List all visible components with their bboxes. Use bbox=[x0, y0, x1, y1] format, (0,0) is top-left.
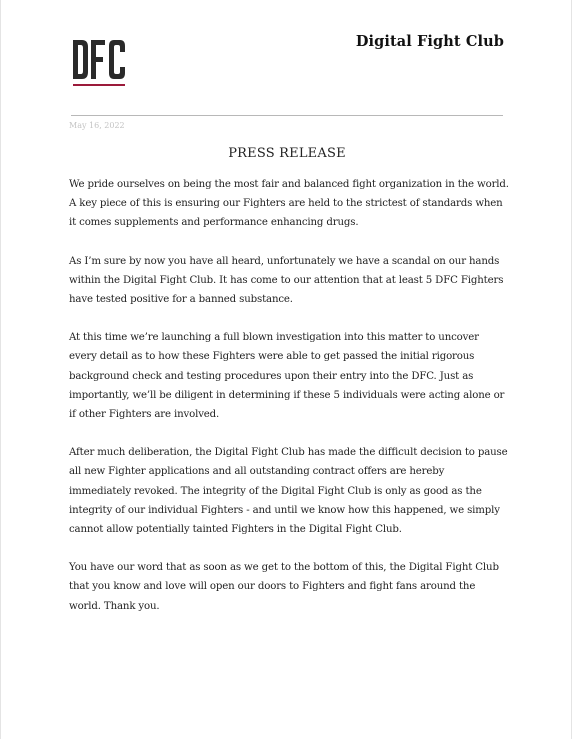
paragraph: You have our word that as soon as we get to the bottom of this, the Digital Fight Club that you know and love will open our doors to Fighters and fight fans around the world. Thank you. bbox=[69, 562, 499, 612]
dfc-logo bbox=[72, 40, 126, 88]
logo-underline bbox=[73, 84, 125, 86]
paragraph: After much deliberation, the Digital Fight Club has made the difficult decision to pause all new Fighter applications and all outstanding contract offers are hereby immediately revoked. The integrity of the Digital Fight Club is only as good as the integrity of our individual Fighters - and until we know how this happened, we simply cannot allow potentially tainted Fighters in the Digital Fight Club. bbox=[69, 447, 508, 536]
organization-name: Digital Fight Club bbox=[355, 33, 504, 50]
paragraph: We pride ourselves on being the most fair and balanced fight organization in the world. A key piece of this is ensuring our Fighters are held to the strictest of standards when it comes supplements and performance enhancing drugs. bbox=[69, 179, 509, 229]
document-title: PRESS RELEASE bbox=[228, 146, 346, 161]
header-divider bbox=[71, 115, 503, 116]
document-body bbox=[69, 175, 509, 635]
dfc-logo-icon bbox=[72, 40, 126, 88]
paragraph: As I’m sure by now you have all heard, unfortunately we have a scandal on our hands within the Digital Fight Club. It has come to our attention that at least 5 DFC Fighters have tested positive for a banned substance. bbox=[69, 255, 504, 306]
paragraph: At this time we’re launching a full blown investigation into this matter to uncover every detail as to how these Fighters were able to get passed the initial rigorous background check and testing procedures upon their entry into the DFC. Just as importantly, we’ll be diligent in determining if these 5 individuals were acting alone or if other Fighters are involved. bbox=[69, 332, 505, 421]
document-date: May 16, 2022 bbox=[69, 121, 125, 130]
